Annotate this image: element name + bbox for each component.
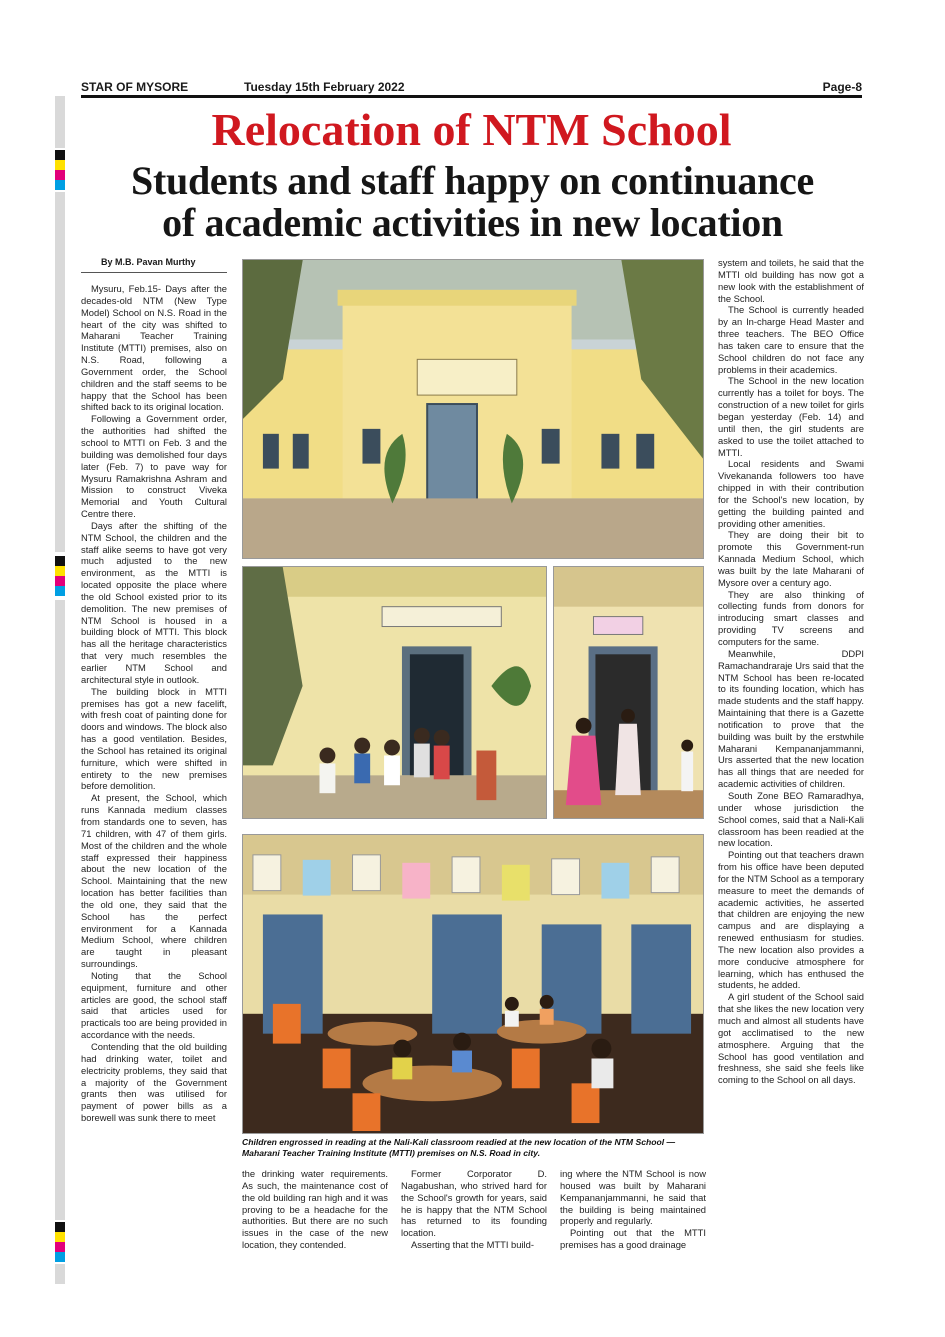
article-column-3 — [401, 1168, 547, 1251]
paragraph: They are doing their bit to promote this Government-run Kannada Medium School, which was built by the late Maharani of Mysore over a century ago. — [718, 529, 864, 588]
paragraph: The building block in MTTI premises has got a new facelift, with fresh coat of painting done for doors and windows. The block also has a good ventilation. Besides, the School has retained its original furniture, which were shifted in entirety to the new premises before demolition. — [81, 685, 227, 792]
registration-strip — [55, 96, 65, 148]
registration-mark-magenta — [55, 576, 65, 586]
paragraph: ing where the NTM School is now housed was built by Maharani Kempananjammanni, he said that the building is being maintained properly and regularly. — [560, 1168, 706, 1227]
paragraph: South Zone BEO Ramaradhya, under whose jurisdiction the School comes, said that a Nali-Kali classroom has been readied at the new location. — [718, 789, 864, 849]
paragraph: Pointing out that the MTTI premises has a good drainage — [560, 1227, 706, 1251]
registration-mark-black — [55, 556, 65, 566]
paragraph: system and toilets, he said that the MTTI old building has now got a new look with the establishment of the School. — [718, 257, 864, 304]
issue-date: Tuesday 15th February 2022 — [244, 80, 405, 94]
paragraph: Contending that the old building had drinking water, toilet and electricity problems, they said that a majority of the Government grants then was utilised for payment of power bills as a borewell was sunk there to meet — [81, 1041, 227, 1124]
main-headline — [70, 160, 875, 244]
masthead — [81, 78, 862, 98]
registration-mark-magenta — [55, 170, 65, 180]
headline-line: Students and staff happy on continuance — [131, 158, 814, 203]
photo-caption: Children engrossed in reading at the Nali-Kali classroom readied at the new location of the NTM School — Maharani Teacher Training Institute (MTTI) premises on N.S. Road in city. — [242, 1137, 676, 1158]
paragraph: At present, the School, which runs Kannada medium classes from standards one to seven, has 71 children, with 47 of them girls. Most of the children and the whole staff expressed their happiness about the new location of the School. Maintaining that the new location has better facilities than the old one, they said that the School has the perfect environment for a Kannada Medium School, where children are taught in pleasant surroundings. — [81, 792, 227, 970]
paragraph: Noting that the School equipment, furniture and other articles are good, the school staff said that articles used for practicals too are being provided in accordance with the needs. — [81, 969, 227, 1041]
paragraph: The School in the new location currently has a toilet for boys. The construction of a new toilet for girls began yesterday (Feb. 14) and until then, the girl students are asked to use the toilet attached to MTTI. — [718, 375, 864, 458]
headline-line: of academic activities in new location — [162, 200, 783, 245]
paragraph: The School is currently headed by an In-charge Head Master and three teachers. The BEO Office has taken care to ensure that the School children do not face any problems in their academics. — [718, 304, 864, 375]
paragraph: Asserting that the MTTI build- — [411, 1239, 534, 1251]
registration-mark-cyan — [55, 586, 65, 596]
photo-classroom-doorway — [553, 566, 704, 819]
registration-strip — [55, 600, 65, 1220]
registration-mark-yellow — [55, 160, 65, 170]
article-column-2 — [242, 1168, 388, 1251]
photo-entrance-children — [242, 566, 547, 819]
registration-mark-cyan — [55, 180, 65, 190]
newspaper-name: STAR OF MYSORE — [81, 80, 189, 94]
page-number: Page-8 — [822, 80, 862, 94]
registration-strip — [55, 1264, 65, 1284]
registration-mark-magenta — [55, 1242, 65, 1252]
photo-nali-kali-classroom — [242, 834, 704, 1134]
registration-mark-black — [55, 1222, 65, 1232]
paragraph: Mysuru, Feb.15- Days after the decades-old NTM (New Type Model) School on N.S. Road in the heart of the city was shifted to Maharani Teacher Training Institute (MTTI) premises, also on N.S. Road, following a Government order, the School children and the staff seems to be happy that the School has been shifted back to its original location. — [81, 283, 227, 413]
paragraph: Local residents and Swami Vivekananda followers too have chipped in with their contribution for the School's new location, by getting the building painted and providing other amenities. — [718, 458, 864, 529]
paragraph: Following a Government order, the authorities had shifted the school to MTTI on Feb. 3 and the building was demolished four days later (Feb. 7) to pave way for Mysuru Ramakrishna Ashram and Mission to construct Viveka Memorial and Youth Cultural Centre there. — [81, 413, 227, 520]
registration-mark-yellow — [55, 566, 65, 576]
registration-mark-black — [55, 150, 65, 160]
paragraph: the drinking water requirements. As such, the maintenance cost of the old building ran high and it was proving to be a headache for the authorities. But there are no such issues in the case of the new location, they contended. — [242, 1168, 388, 1251]
article-column-right — [718, 257, 864, 1086]
photo-school-building — [242, 259, 704, 559]
paragraph: Days after the shifting of the NTM School, the children and the staff alike seems to have got very much adjusted to the new environment, as the MTTI is located opposite the place where the old School existed prior to its demolition. The new premises of NTM School is housed in a building block of MTTI. This block has all the heritage characteristics that very much resembles the earlier NTM School and architectural style in outlook. — [81, 519, 227, 685]
paragraph: A girl student of the School said that she likes the new location very much and almost all students have got acclimatised to the new atmosphere. Arguing that the School has good ventilation and freshness, she said she feels like coming to the School on all days. — [718, 991, 864, 1086]
registration-mark-cyan — [55, 1252, 65, 1262]
registration-mark-yellow — [55, 1232, 65, 1242]
byline: By M.B. Pavan Murthy — [81, 257, 227, 273]
paragraph: Meanwhile, DDPI Ramachandraraje Urs said that the NTM School has been re-located to its founding location, which has made students and the staff happy. Maintaining that there is a Gazette notification to prove that the building was built by the erstwhile Maharani Kempananjammanni, Urs asserted that the new location has all things that are needed for academic activities of children. — [718, 647, 864, 790]
kicker-headline: Relocation of NTM School — [211, 104, 732, 155]
paragraph: Pointing out that teachers drawn from his office have been deputed for the NTM School as a temporary measure to meet the demands of academic activities, he asserted that children are enjoying the new campus and are displaying a renewed enthusiasm for studies. The new location also provides a more conducive atmosphere for learning, which has enthused the students, he added. — [718, 849, 864, 991]
article-column-4 — [560, 1168, 706, 1251]
paragraph: Former Corporator D. Nagabushan, who strived hard for the School's growth for years, said he is happy that the NTM School has returned to its founding location. — [401, 1168, 547, 1239]
paragraph: They are also thinking of collecting funds from donors for introducing smart classes and providing TV screens and computers for the same. — [718, 588, 864, 647]
article-column-1 — [81, 283, 227, 1124]
registration-strip — [55, 192, 65, 552]
